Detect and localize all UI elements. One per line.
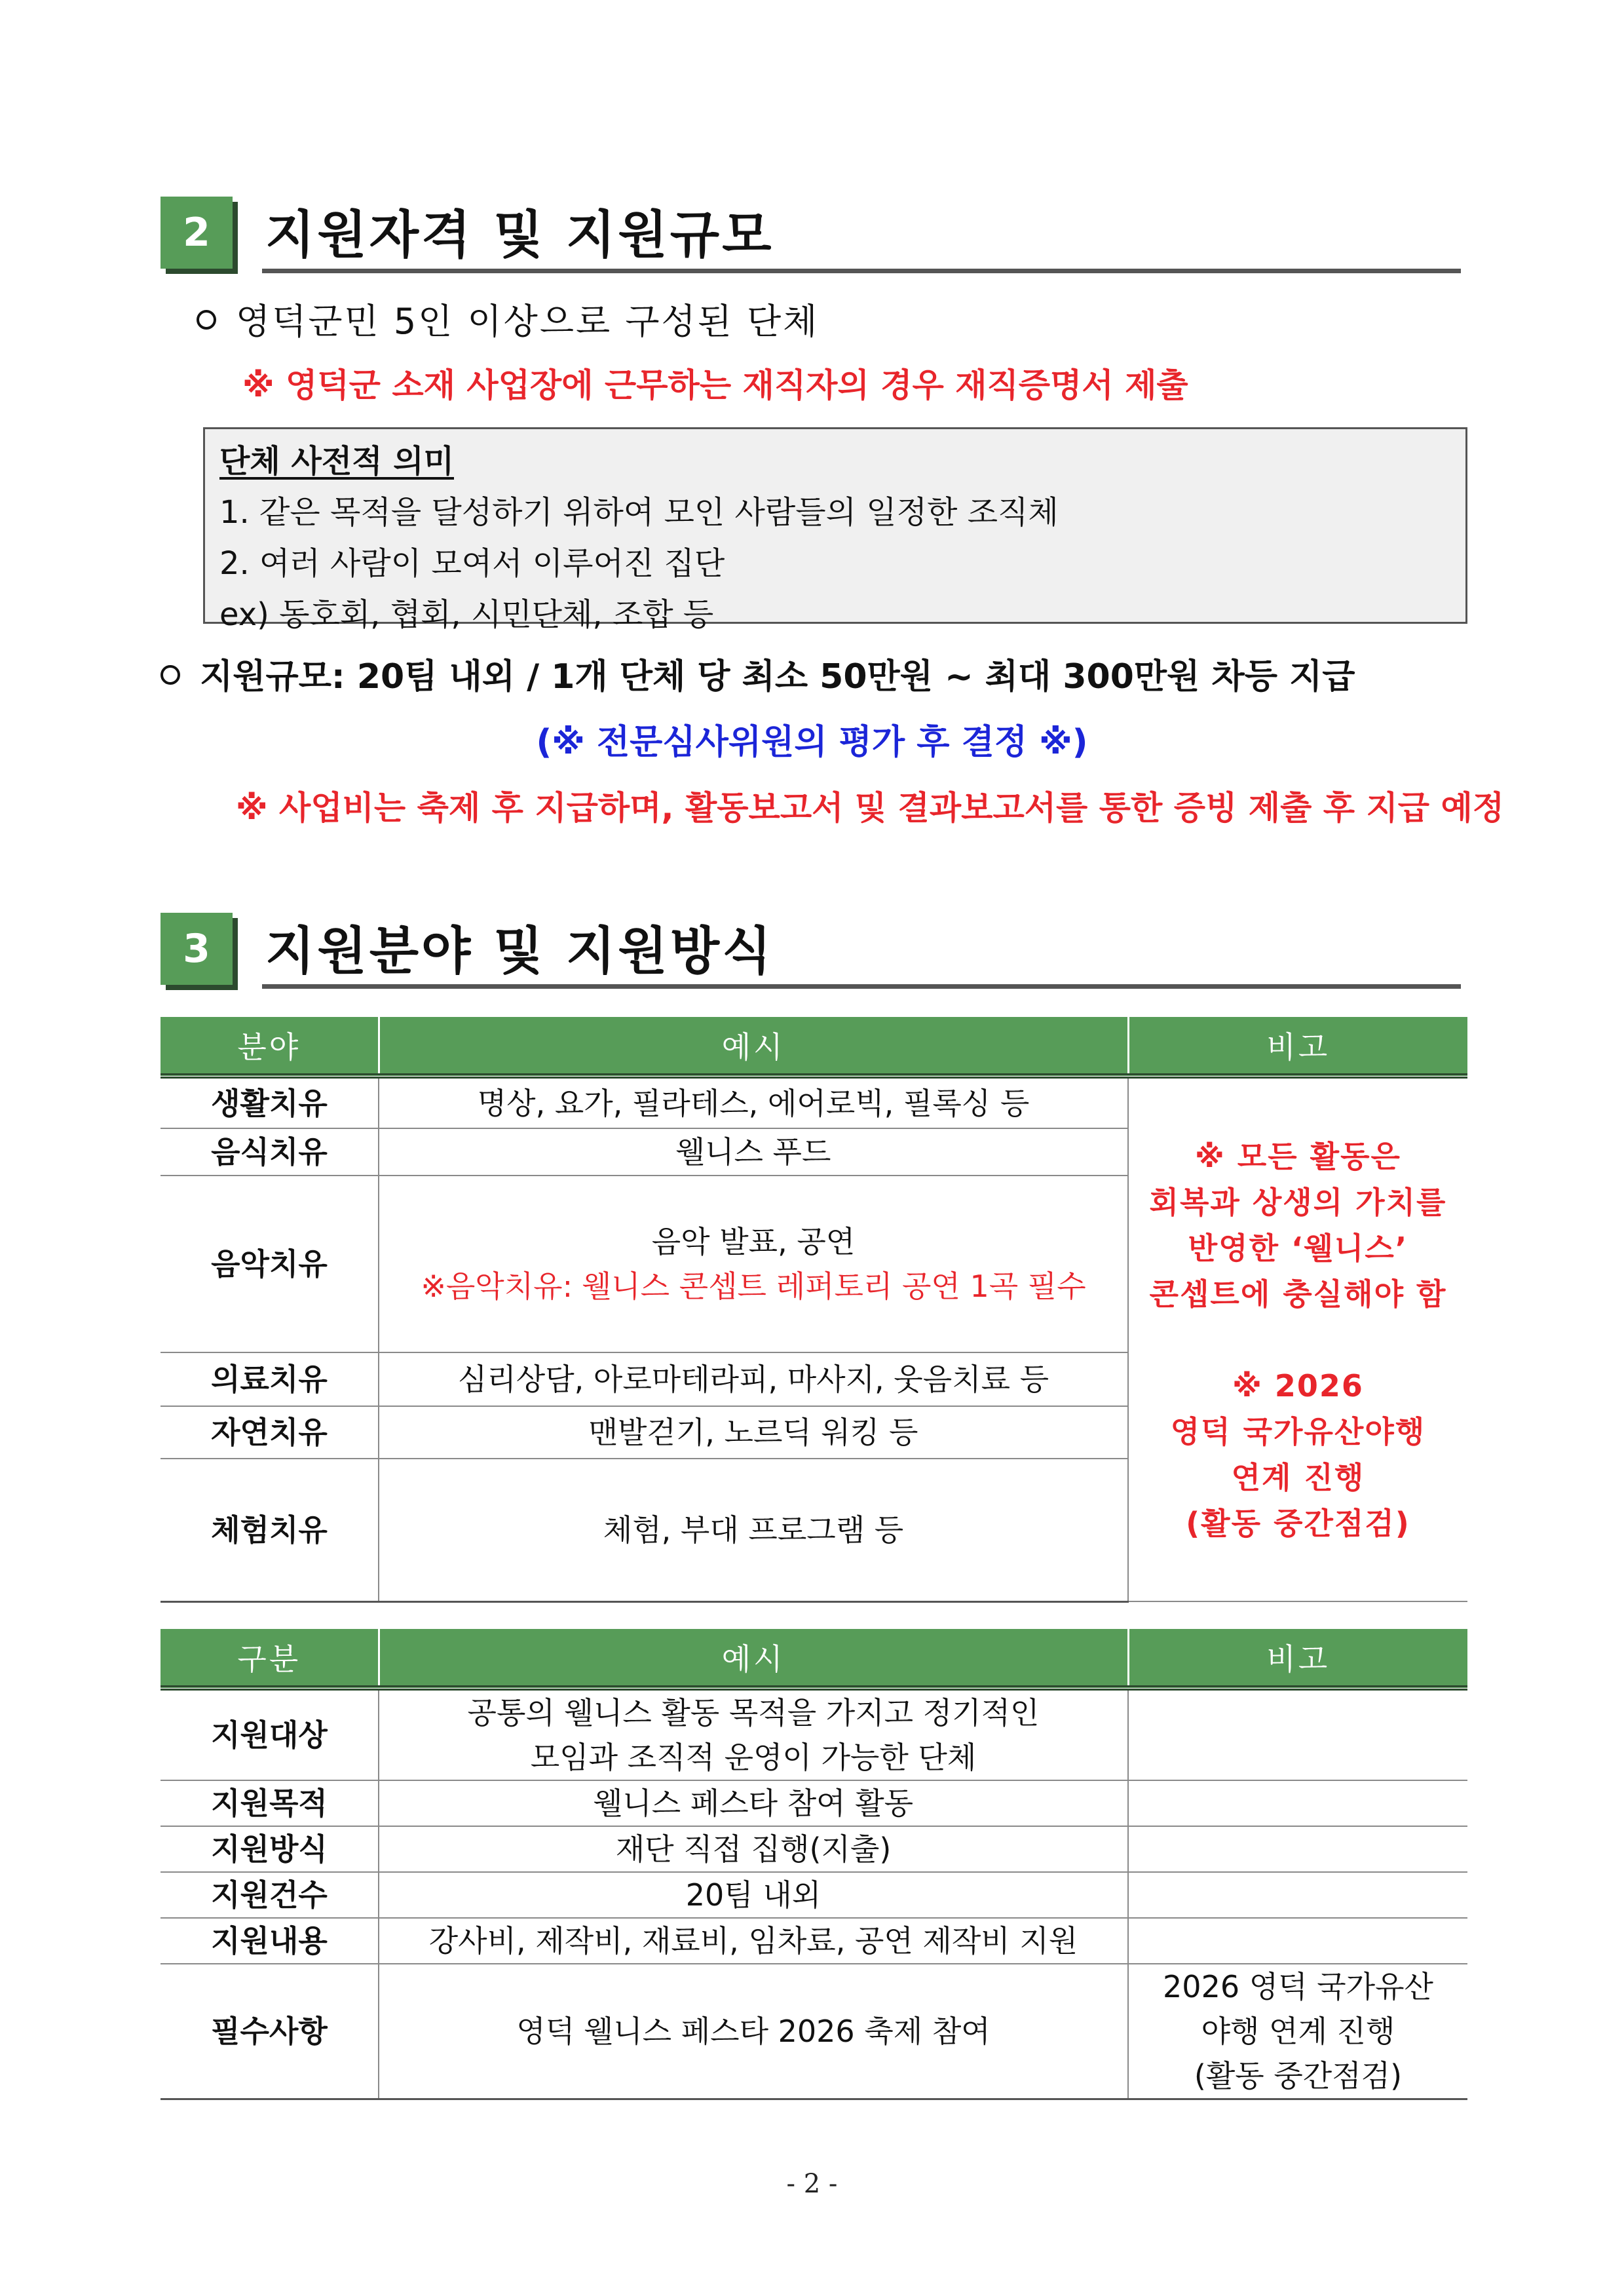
example-cell — [379, 1688, 1128, 1780]
scale-note-red: ※ 사업비는 축제 후 지급하며, 활동보고서 및 결과보고서를 통한 증빙 제출 후 지급 예정 — [236, 789, 1505, 827]
bullet-circle-icon — [197, 310, 216, 330]
support-field-table — [161, 1017, 1467, 1603]
definition-line-3: ex) 동호회, 협회, 시민단체, 조합 등 — [219, 596, 714, 633]
header-remark: 비고 — [1128, 1629, 1467, 1688]
header-example: 예시 — [379, 1017, 1128, 1076]
remark-cell — [1128, 1688, 1467, 1780]
field-cell: 생활치유 — [161, 1076, 379, 1128]
scale-line — [161, 649, 1355, 698]
table-row — [161, 1076, 1467, 1128]
field-cell: 의료치유 — [161, 1352, 379, 1406]
remark-line: 2026 영덕 국가유산 — [1163, 1969, 1433, 2004]
section-title-3: 지원분야 및 지원방식 — [265, 922, 774, 981]
example-cell: 체험, 부대 프로그램 등 — [379, 1459, 1128, 1601]
table-row — [161, 1780, 1467, 1826]
label-cell: 필수사항 — [161, 1964, 379, 2099]
eligibility-note: ※ 영덕군 소재 사업장에 근무하는 재직자의 경우 재직증명서 제출 — [242, 366, 1188, 404]
example-cell: 20팀 내외 — [379, 1872, 1128, 1918]
example-text: 음악 발표, 공연 — [651, 1224, 856, 1259]
header-example: 예시 — [379, 1629, 1128, 1688]
label-cell: 지원내용 — [161, 1918, 379, 1964]
definition-title: 단체 사전적 의미 — [219, 443, 454, 480]
field-cell: 음악치유 — [161, 1176, 379, 1352]
scale-text: 지원규모: 20팀 내외 / 1개 단체 당 최소 50만원 ~ 최대 300만원 차등 지급 — [200, 657, 1355, 697]
table-row — [161, 1872, 1467, 1918]
field-cell: 체험치유 — [161, 1459, 379, 1601]
example-line: 모임과 조직적 운영이 가능한 단체 — [530, 1740, 977, 1775]
eligibility-text: 영덕군민 5인 이상으로 구성된 단체 — [236, 301, 820, 342]
definition-box — [203, 427, 1467, 633]
label-cell: 지원목적 — [161, 1780, 379, 1826]
remark-line: 회복과 상생의 가치를 — [1149, 1184, 1447, 1220]
remark-cell — [1128, 1872, 1467, 1918]
section-title-2: 지원자격 및 지원규모 — [265, 206, 774, 265]
example-cell: 웰니스 페스타 참여 활동 — [379, 1780, 1128, 1826]
remark-line: ※ 모든 활동은 — [1195, 1138, 1401, 1174]
remark-line: 야행 연계 진행 — [1201, 2014, 1395, 2049]
remark-line: 연계 진행 — [1231, 1459, 1365, 1495]
bullet-circle-icon — [161, 665, 180, 685]
example-note: ※음악치유: 웰니스 콘셉트 레퍼토리 공연 1곡 필수 — [421, 1269, 1086, 1304]
definition-line-2: 2. 여러 사람이 모여서 이루어진 집단 — [219, 545, 725, 582]
example-cell: 명상, 요가, 필라테스, 에어로빅, 필록싱 등 — [379, 1076, 1128, 1128]
remark-cell — [1128, 1918, 1467, 1964]
remark-line: (활동 중간점검) — [1194, 2058, 1403, 2094]
table-row — [161, 1826, 1467, 1872]
remark-line: 영덕 국가유산야행 — [1170, 1413, 1426, 1449]
section-number-3: 3 — [161, 913, 233, 985]
example-cell: 강사비, 제작비, 재료비, 임차료, 공연 제작비 지원 — [379, 1918, 1128, 1964]
example-cell: 재단 직접 집행(지출) — [379, 1826, 1128, 1872]
eligibility-line — [197, 294, 819, 344]
label-cell: 지원방식 — [161, 1826, 379, 1872]
field-cell: 음식치유 — [161, 1128, 379, 1176]
scale-note-blue: (※ 전문심사위원의 평가 후 결정 ※) — [536, 723, 1088, 762]
remark-line: ※ 2026 — [1232, 1368, 1364, 1404]
table-row — [161, 1918, 1467, 1964]
header-field: 분야 — [161, 1017, 379, 1076]
remark-line: (활동 중간점검) — [1186, 1505, 1410, 1541]
remark-cell — [1128, 1780, 1467, 1826]
header-category: 구분 — [161, 1629, 379, 1688]
remark-cell — [1128, 1076, 1467, 1601]
label-cell: 지원대상 — [161, 1688, 379, 1780]
section-rule-3 — [262, 984, 1461, 989]
remark-line: 반영한 ‘웰니스’ — [1188, 1230, 1408, 1266]
example-cell: 심리상담, 아로마테라피, 마사지, 웃음치료 등 — [379, 1352, 1128, 1406]
section-number-2: 2 — [161, 197, 233, 269]
label-cell: 지원건수 — [161, 1872, 379, 1918]
field-cell: 자연치유 — [161, 1406, 379, 1459]
remark-cell — [1128, 1964, 1467, 2099]
remark-line: 콘셉트에 충실해야 함 — [1149, 1276, 1447, 1312]
example-line: 공통의 웰니스 활동 목적을 가지고 정기적인 — [467, 1695, 1040, 1731]
definition-line-1: 1. 같은 목적을 달성하기 위하여 모인 사람들의 일정한 조직체 — [219, 494, 1059, 531]
header-remark: 비고 — [1128, 1017, 1467, 1076]
remark-cell — [1128, 1826, 1467, 1872]
example-cell: 웰니스 푸드 — [379, 1128, 1128, 1176]
support-method-table — [161, 1629, 1467, 2100]
example-cell — [379, 1176, 1128, 1352]
table-row — [161, 1688, 1467, 1780]
table-row — [161, 1964, 1467, 2099]
example-cell: 맨발걷기, 노르딕 워킹 등 — [379, 1406, 1128, 1459]
section-rule-2 — [262, 269, 1461, 273]
example-cell: 영덕 웰니스 페스타 2026 축제 참여 — [379, 1964, 1128, 2099]
page-number: - 2 - — [786, 2169, 838, 2199]
